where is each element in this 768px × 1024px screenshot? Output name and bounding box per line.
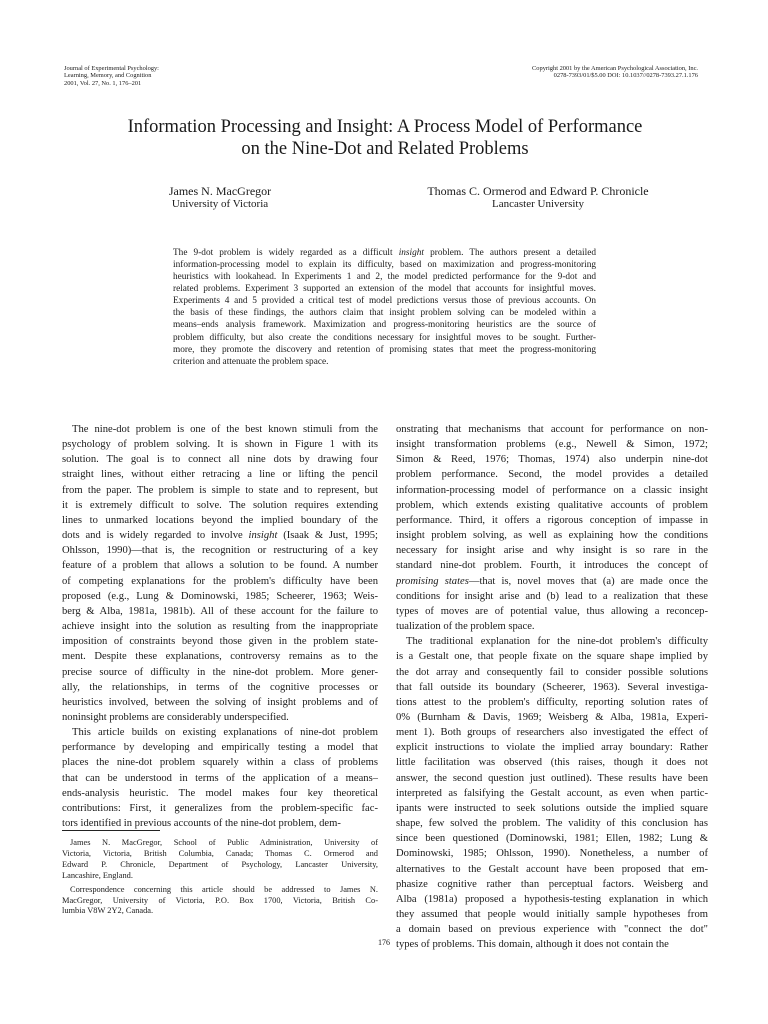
text-line: ipants were instructed to seek solutions outside the implied square: [396, 802, 708, 814]
text-line: that can be understood in terms of the application of a means–: [62, 772, 378, 784]
text-line: onstrating that mechanisms that account for performance on non-: [396, 424, 708, 435]
author-name: Thomas C. Ormerod and Edward P. Chronicle: [427, 184, 649, 198]
author-block: [378, 184, 698, 211]
text-line: insight transformation problems (e.g., Newell & Simon, 1972;: [396, 439, 708, 451]
text-line: alternatives to the Gestalt account have been proposed that em-: [396, 863, 708, 875]
text-line: since been questioned (Dominowski, 1981; Ellen, 1982; Lung &: [396, 833, 708, 845]
abstract-line: criterion and attenuate the problem space.: [173, 356, 329, 367]
abstract-line: heuristics with lookahead. In Experiments 1 and 2, the model predicted performance for the 9-dot and: [173, 272, 596, 283]
text-line: it is extremely difficult to solve. The solution requires extending: [62, 499, 378, 511]
text-line: ally, the relationships, in terms of the cognitive processes or: [62, 681, 378, 693]
text-line: problem, which extends existing qualitative accounts of problem: [396, 499, 708, 511]
text-line: proposed (e.g., Lung & Dominowski, 1985; Scheerer, 1963; Weis-: [62, 590, 378, 602]
text-line: The traditional explanation for the nine-dot problem's difficulty: [406, 636, 708, 648]
abstract-line: problem difficulty, but also create the conditions necessary for insightful moves to be sought. Further-: [173, 332, 596, 343]
text-line: promising states—that is, novel moves that (a) are made once the: [396, 575, 708, 587]
text-line: 0% (Burnham & Davis, 1969; Weisberg & Alba, 1981a, Experi-: [396, 711, 708, 723]
text-line: tualization of the problem space.: [396, 621, 535, 633]
text-line: solution. The goal is to connect all nine dots by drawing four: [62, 454, 378, 466]
author-block: [120, 184, 320, 211]
text-line: Ohlsson, 1990)—that is, the recognition or restructuring of a key: [62, 545, 378, 557]
abstract-line: information-processing model to explain its difficulty, based on maximization and progress-monitoring: [173, 260, 596, 271]
text-line: berg & Alba, 1981a, 1981b). All of these account for the failure to: [62, 605, 378, 617]
doi-line: 0278-7393/01/$5.00 DOI: 10.1037//0278-7393.27.1.176: [553, 72, 698, 80]
text-line: ment 1). Both groups of researchers also investigated the effect of: [396, 727, 708, 739]
copyright-notice: [398, 65, 698, 80]
copyright-line: Copyright 2001 by the American Psychological Association, Inc.: [532, 65, 698, 72]
title-line: Information Processing and Insight: A Process Model of Performance: [127, 117, 643, 137]
text-line: from the paper. The problem is simple to state and to represent, but: [62, 484, 378, 496]
emphasis: insight: [248, 530, 278, 542]
text-line: types of problems. This domain, although it does not contain the: [396, 939, 669, 951]
text-line: dots and is widely regarded to involve insight (Isaak & Just, 1995;: [62, 530, 378, 542]
abstract: [173, 247, 596, 368]
author-name: James N. MacGregor: [168, 184, 272, 198]
text-line: tions attest to the problem's difficulty, reporting solution rates of: [396, 696, 708, 708]
text-line: a domain based on previous experience with "connect the dot": [396, 924, 708, 936]
text-line: feature of a problem that allows a solution to be found. A number: [62, 560, 378, 572]
footnote-line: lumbia V8W 2Y2, Canada.: [62, 906, 154, 916]
text-line: psychology of problem solving. It is shown in Figure 1 with its: [62, 439, 378, 451]
abstract-line: Experiments 4 and 5 provided a critical test of model predictions versus those of previous accounts. On: [173, 296, 596, 307]
text-line: lines to unmarked locations beyond the implied boundary of the: [62, 514, 378, 526]
emphasis: insight: [398, 248, 424, 258]
text-line: is a Gestalt one, that people fixate on the square shape implied by: [396, 651, 708, 663]
text-line: achieve insight into the solution as resulting from the inappropriate: [62, 621, 378, 633]
text-line: conditions for insight arise and (b) lead to a realization that these: [396, 590, 708, 602]
abstract-line: the basis of these findings, the authors claim that insight problem solving can be modeled within a: [173, 308, 596, 319]
text-line: interpreted as falsifying the Gestalt account, as even when partic-: [396, 787, 708, 799]
text-line: necessary for insight arise and why insight is so rare in the: [396, 545, 708, 557]
author-affiliation: Lancaster University: [492, 198, 584, 210]
text-line: ment. Despite these explanations, controversy remains as to the: [62, 651, 378, 663]
citation-line: Journal of Experimental Psychology:: [64, 65, 159, 72]
text-line: straight lines, without either retracing a line or lifting the pencil: [62, 469, 378, 481]
text-line: standard nine-dot problem. Fourth, it introduces the concept of: [396, 560, 708, 572]
text-line: tors identified in previous accounts of the nine-dot problem, dem-: [62, 818, 341, 830]
text-line: explicit instructions to violate the implied array boundary: Rather: [396, 742, 708, 754]
citation-line: 2001, Vol. 27, No. 1, 176–201: [64, 79, 142, 87]
abstract-line: more, they promote the discovery and retention of promising states that meet the progress-monitoring: [173, 344, 596, 355]
text-line: Dominowski, 1985; Ohlsson, 1990). Nonetheless, a number of: [396, 848, 708, 860]
text-line: the dot array and consequently fail to consider possible solutions: [396, 666, 708, 678]
text-line: The nine-dot problem is one of the best known stimuli from the: [72, 424, 378, 435]
text-line: phasize cognitive rather than perceptual factors. Weisberg and: [396, 878, 708, 890]
text-line: shape, few solved the problem. The validity of this conclusion has: [396, 818, 708, 830]
page-number: 176: [378, 938, 390, 947]
text-line: Simon & Reed, 1976; Thomas, 1974) also underpin nine-dot: [396, 454, 708, 466]
text-line: This article builds on existing explanations of nine-dot problem: [72, 727, 378, 739]
text-line: ends-analysis heuristic. The model makes four key theoretical: [62, 787, 378, 799]
text-line: problem performance. Second, the model provides a detailed: [396, 469, 708, 481]
text-line: precise source of difficulty in the nine-dot problem. More gener-: [62, 666, 378, 678]
text-line: they assumed that people would initially sample hypotheses from: [396, 909, 708, 920]
text-line: little facilitation was observed (this raises, though it does not: [396, 757, 708, 769]
abstract-line: means–ends analysis framework. Maximization and progress-monitoring heuristics are the source of: [173, 320, 596, 331]
text-line: performance by developing and empirically testing a model that: [62, 742, 378, 754]
footnote-line: Edward P. Chronicle, Department of Psychology, Lancaster University,: [62, 859, 378, 869]
citation-line: Learning, Memory, and Cognition: [64, 72, 152, 80]
text-line: answer, the second question just outlined). These results have been: [396, 772, 708, 784]
body-column-left: [62, 422, 378, 831]
text-line: that fall outside its boundary (Scheerer, 1963). Several investiga-: [396, 681, 708, 693]
text-line: insight problem solving, as well as explaining how the conditions: [396, 530, 708, 542]
text-line: Alba (1981a) proposed a hypothesis-testing explanation in which: [396, 893, 708, 905]
text-line: imposition of constraints beyond those given in the problem state-: [62, 636, 378, 648]
text-line: contributions: First, it generalizes from the problem-specific fac-: [62, 802, 378, 814]
footnote-line: Lancashire, England.: [62, 870, 133, 880]
footnote-line: James N. MacGregor, School of Public Administration, University of: [70, 838, 378, 847]
text-line: performance. Third, it offers a rigorous conception of impasse in: [396, 514, 708, 526]
journal-citation: [64, 65, 284, 87]
emphasis: promising states: [396, 575, 469, 587]
title-line: on the Nine-Dot and Related Problems: [241, 139, 529, 159]
footnote-line: MacGregor, University of Victoria, P.O. Box 1700, Victoria, British Co-: [62, 895, 378, 905]
text-line: information-processing model of performance on a classic insight: [396, 484, 708, 496]
author-affiliation: University of Victoria: [171, 198, 269, 210]
text-line: of competing explanations for the problem's difficulty have been: [62, 575, 378, 587]
text-line: heuristics involved, between the solving of insight problems and of: [62, 696, 378, 708]
author-note: [62, 838, 378, 917]
abstract-line: related problems. Experiment 3 supported an extension of the model that accounts for insightful moves.: [173, 284, 596, 295]
text-line: types of moves are of potential value, thus allowing a reconcep-: [396, 605, 708, 617]
article-title: [40, 116, 730, 160]
abstract-line: The 9-dot problem is widely regarded as a difficult insight problem. The authors present a detailed: [173, 248, 596, 258]
body-column-right: [396, 422, 708, 952]
text-line: noninsight problems are considerably underspecified.: [62, 711, 289, 723]
footnote-rule: [62, 830, 160, 831]
text-line: places the nine-dot problem squarely within a class of problems: [62, 757, 378, 769]
footnote-line: Correspondence concerning this article should be addressed to James N.: [70, 884, 378, 894]
footnote-line: Victoria, Victoria, British Columbia, Canada; Thomas C. Ormerod and: [62, 848, 378, 858]
